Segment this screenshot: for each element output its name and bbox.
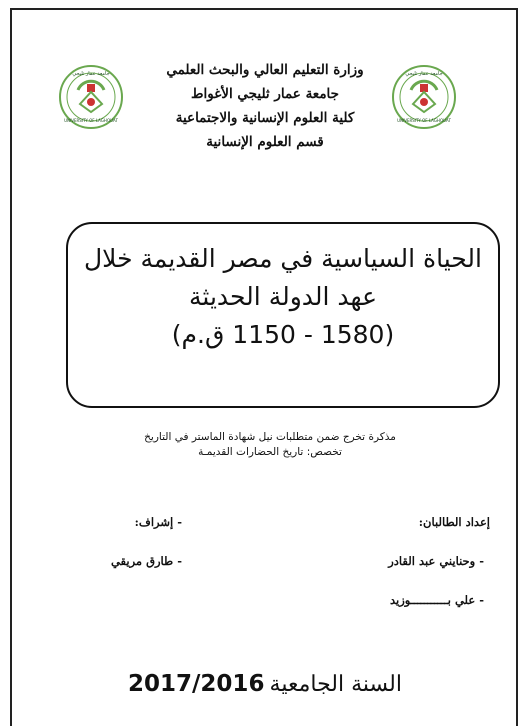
thesis-title-box: [66, 222, 500, 408]
academic-year-label: السنة الجامعية: [269, 672, 402, 697]
thesis-title: [68, 240, 498, 354]
university-logo-left: [58, 64, 124, 130]
logo-arc-text-lower: UNIVERSITY OF LAGHOUAT: [397, 118, 451, 123]
memo-line-2: تخصص: تاريخ الحضارات القديمـة: [198, 446, 342, 458]
supervisor-name: - طارق مريقي: [110, 554, 182, 568]
logo-arc-text-lower: UNIVERSITY OF LAGHOUAT: [64, 118, 118, 123]
student-name-1: - وحنايني عبد القادر: [388, 554, 484, 568]
university-line: جامعة عمار ثليجي الأغواط: [190, 86, 340, 102]
title-line-3: (1580 - 1150 ق.م): [171, 320, 395, 349]
ministry-line: وزارة التعليم العالي والبحث العلمي: [166, 62, 364, 78]
supervision-heading: - إشراف:: [134, 515, 182, 529]
students-heading: إعداد الطالبان:: [418, 515, 490, 529]
faculty-line: كلية العلوم الإنسانية والاجتماعية: [175, 110, 355, 126]
logo-arc-text-upper: جامعة عمار ثليجي: [405, 71, 443, 77]
title-line-1: الحياة السياسية في مصر القديمة خلال: [84, 244, 482, 273]
institution-header: [140, 58, 390, 154]
title-line-2: عهد الدولة الحديثة: [189, 282, 377, 311]
university-logo-right: [391, 64, 457, 130]
department-line: قسم العلوم الإنسانية: [206, 134, 324, 150]
academic-year: [0, 671, 530, 697]
logo-arc-text-upper: جامعة عمار ثليجي: [72, 71, 110, 77]
academic-year-value: 2017/2016: [128, 671, 265, 697]
student-name-2: - علي بـــــــــــوزيد: [389, 593, 484, 607]
memo-line-1: مذكرة تخرج ضمن متطلبات نيل شهادة الماستر في التاريخ: [144, 431, 396, 443]
memo-description: [120, 430, 420, 460]
